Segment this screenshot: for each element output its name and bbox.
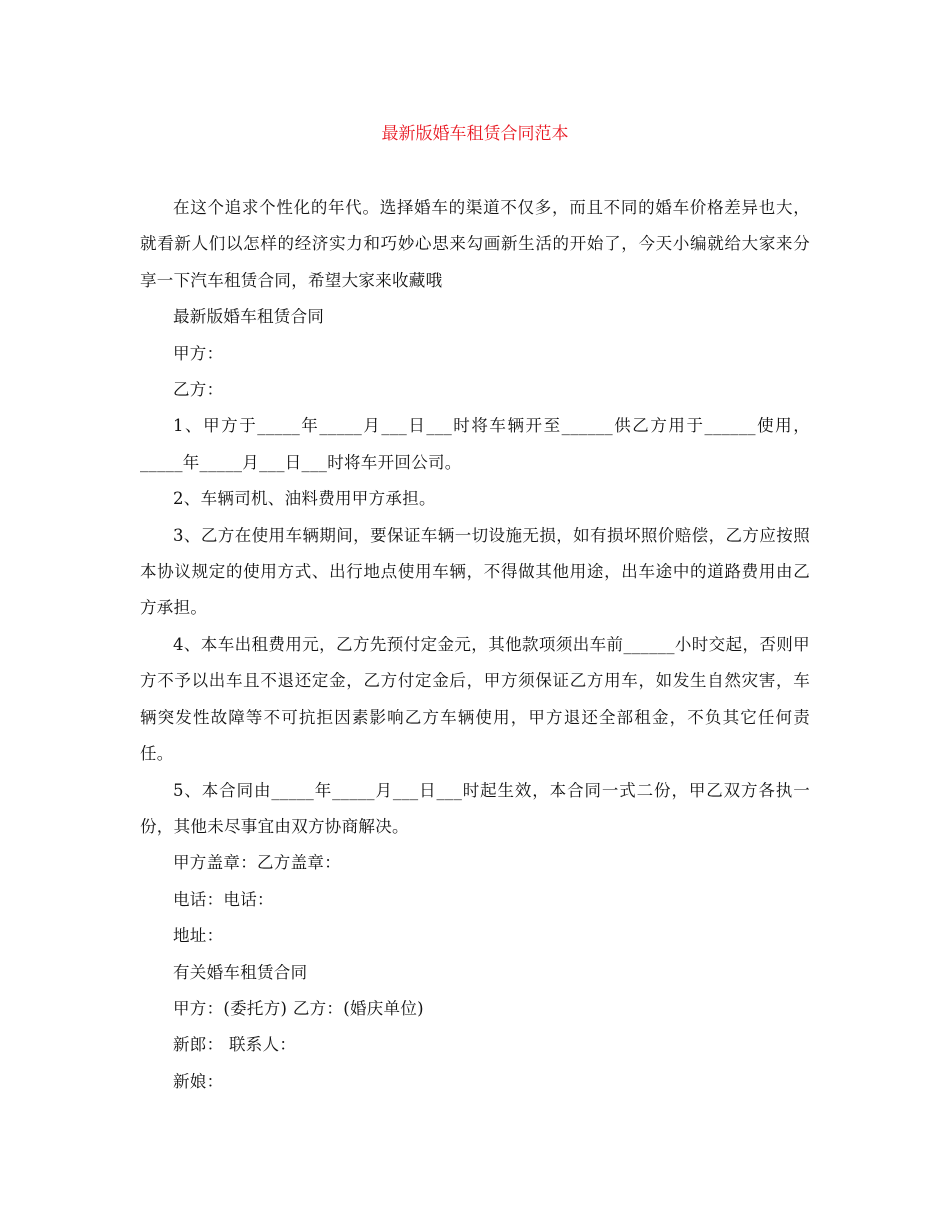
- clause-2: 2、车辆司机、油料费用甲方承担。: [173, 489, 436, 509]
- intro-paragraph: 在这个追求个性化的年代。选择婚车的渠道不仅多，而且不同的婚车价格差异也大，就看新人们以怎样的经济实力和巧妙心思来勾画新生活的开始了，今天小编就给大家来分享一下汽车租赁合同，希望大家来收藏哦: [140, 198, 810, 290]
- clause-5: 5、本合同由_____年_____月___日___时起生效，本合同一式二份，甲乙双方各执一份，其他未尽事宜由双方协商解决。: [140, 780, 810, 836]
- party-a-line: 甲方：: [173, 343, 224, 363]
- party-b-line: 乙方：: [173, 380, 224, 400]
- document-title: 最新版婚车租赁合同范本: [381, 124, 569, 144]
- clause-1: 1、甲方于_____年_____月___日___时将车辆开至______供乙方用于______使用，_____年_____月___日___时将车开回公司。: [140, 416, 810, 472]
- phone-line: 电话：电话：: [173, 889, 274, 909]
- clause-4: 4、本车出租费用元，乙方先预付定金元，其他款项须出车前______小时交起，否则甲方不予以出车且不退还定金，乙方付定金后，甲方须保证乙方用车，如发生自然灾害，车辆突发性故障等不可抗拒因素影响乙方车辆使用，甲方退还全部租金，不负其它任何责任。: [140, 634, 810, 764]
- address-line: 地址：: [173, 926, 224, 946]
- document-body: [140, 190, 810, 1100]
- second-contract-heading: 有关婚车租赁合同: [173, 962, 308, 982]
- clause-3: 3、乙方在使用车辆期间，要保证车辆一切设施无损，如有损坏照价赔偿，乙方应按照本协议规定的使用方式、出行地点使用车辆，不得做其他用途，出车途中的道路费用由乙方承担。: [140, 525, 810, 618]
- parties-line: 甲方：(委托方) 乙方：(婚庆单位): [173, 998, 424, 1018]
- bride-line: 新娘：: [173, 1071, 224, 1091]
- contract-heading: 最新版婚车租赁合同: [173, 307, 325, 327]
- groom-line: 新郎： 联系人：: [173, 1035, 297, 1055]
- seal-line: 甲方盖章：乙方盖章：: [173, 853, 341, 873]
